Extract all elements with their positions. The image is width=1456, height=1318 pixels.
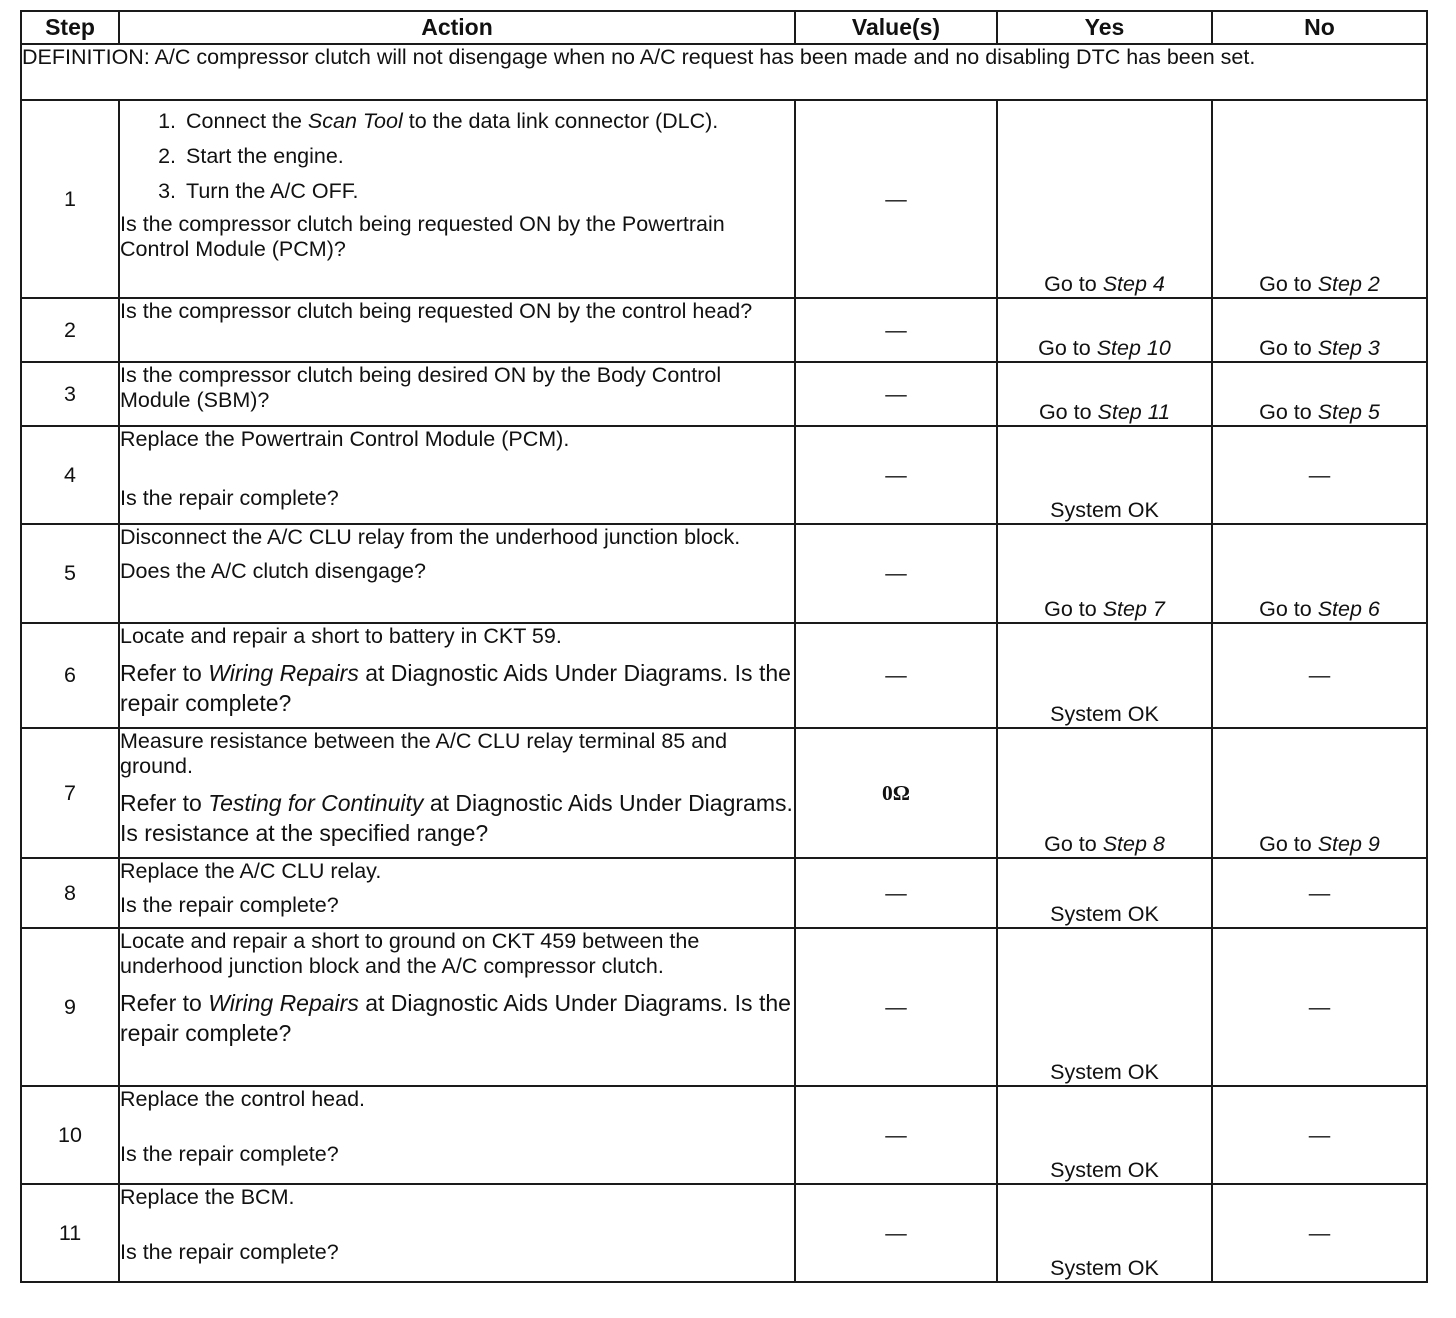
action-cell	[119, 728, 795, 858]
header-row	[21, 11, 1427, 44]
no-cell	[1212, 298, 1427, 362]
action-text: Replace the A/C CLU relay.	[120, 859, 382, 883]
action-question: Is the repair complete?	[120, 1142, 339, 1166]
ref-suffix: at Diagnostic Aids Under Diagrams. Is the repair complete?	[120, 660, 791, 716]
step-number: 7	[21, 728, 119, 858]
step-number: 5	[21, 524, 119, 623]
action-text: Replace the control head.	[120, 1087, 366, 1111]
yes-cell	[997, 362, 1212, 426]
value-cell: —	[795, 1086, 997, 1184]
no-text: Go to	[1259, 597, 1318, 621]
list-item	[120, 179, 794, 204]
diagnostic-table	[20, 10, 1428, 1283]
yes-cell	[997, 524, 1212, 623]
definition-text: DEFINITION: A/C compressor clutch will not disengage when no A/C request has been made and no disabling DTC has been set.	[21, 44, 1427, 100]
action-text: Measure resistance between the A/C CLU relay terminal 85 and ground.	[120, 729, 728, 778]
no-cell	[1212, 524, 1427, 623]
tool-name: Scan Tool	[307, 109, 403, 133]
spacer	[120, 452, 794, 486]
table-row	[21, 426, 1427, 524]
yes-cell: System OK	[997, 1086, 1212, 1184]
value-cell: —	[795, 100, 997, 298]
ref-prefix: Refer to	[120, 990, 209, 1016]
reference-link[interactable]: Wiring Repairs	[208, 990, 359, 1016]
reference-link[interactable]: Wiring Repairs	[208, 660, 359, 686]
action-cell	[119, 928, 795, 1086]
value-cell: —	[795, 1184, 997, 1282]
action-question: Does the A/C clutch disengage?	[120, 559, 426, 583]
value-cell: —	[795, 524, 997, 623]
list-text: Turn the A/C OFF.	[186, 179, 359, 203]
step-number: 9	[21, 928, 119, 1086]
step-link[interactable]: Step 4	[1102, 272, 1165, 296]
reference-text	[120, 988, 794, 1048]
yes-text: Go to	[1038, 400, 1098, 424]
no-text: Go to	[1259, 336, 1318, 360]
list-number: 1.	[158, 109, 176, 133]
yes-text: Go to	[1044, 597, 1103, 621]
action-cell	[119, 1184, 795, 1282]
step-number: 10	[21, 1086, 119, 1184]
table-row	[21, 728, 1427, 858]
reference-link[interactable]: Testing for Continuity	[208, 790, 424, 816]
definition-row	[21, 44, 1427, 100]
table-row	[21, 100, 1427, 298]
action-list	[120, 109, 794, 204]
action-cell: Is the compressor clutch being requested ON by the control head?	[119, 298, 795, 362]
step-number: 1	[21, 100, 119, 298]
reference-text	[120, 658, 794, 718]
list-text: Connect the	[186, 109, 308, 133]
ref-suffix: at Diagnostic Aids Under Diagrams. Is resistance at the specified range?	[120, 790, 793, 846]
ref-suffix: at Diagnostic Aids Under Diagrams. Is the repair complete?	[120, 990, 791, 1046]
list-text: to the data link connector (DLC).	[402, 109, 719, 133]
value-cell: —	[795, 928, 997, 1086]
header-values: Value(s)	[795, 11, 997, 44]
step-link[interactable]: Step 6	[1317, 597, 1380, 621]
list-item	[120, 109, 794, 134]
yes-cell: System OK	[997, 426, 1212, 524]
value-cell: —	[795, 362, 997, 426]
step-number: 11	[21, 1184, 119, 1282]
step-link[interactable]: Step 9	[1317, 832, 1380, 856]
step-number: 6	[21, 623, 119, 728]
step-link[interactable]: Step 11	[1097, 400, 1171, 424]
step-number: 8	[21, 858, 119, 928]
step-link[interactable]: Step 10	[1096, 336, 1171, 360]
action-question: Is the repair complete?	[120, 893, 339, 917]
action-cell	[119, 100, 795, 298]
yes-text: Go to	[1044, 832, 1103, 856]
action-text: Locate and repair a short to ground on CKT 459 between the underhood junction block and the A/C compressor clutch.	[120, 929, 700, 978]
no-cell: —	[1212, 623, 1427, 728]
header-no: No	[1212, 11, 1427, 44]
ref-prefix: Refer to	[120, 660, 209, 686]
yes-cell	[997, 100, 1212, 298]
action-cell	[119, 426, 795, 524]
table-row	[21, 623, 1427, 728]
no-cell: —	[1212, 928, 1427, 1086]
header-action: Action	[119, 11, 795, 44]
no-cell	[1212, 362, 1427, 426]
table-row	[21, 858, 1427, 928]
no-text: Go to	[1259, 832, 1318, 856]
no-cell	[1212, 100, 1427, 298]
no-cell	[1212, 728, 1427, 858]
list-item	[120, 144, 794, 169]
action-text: Replace the BCM.	[120, 1185, 295, 1209]
table-row	[21, 362, 1427, 426]
header-step: Step	[21, 11, 119, 44]
no-text: Go to	[1259, 272, 1318, 296]
no-cell: —	[1212, 1184, 1427, 1282]
step-number: 4	[21, 426, 119, 524]
table-row	[21, 524, 1427, 623]
action-cell	[119, 858, 795, 928]
step-link[interactable]: Step 7	[1102, 597, 1165, 621]
table-row	[21, 928, 1427, 1086]
action-question: Is the repair complete?	[120, 486, 339, 510]
yes-cell	[997, 728, 1212, 858]
step-number: 3	[21, 362, 119, 426]
yes-cell: System OK	[997, 623, 1212, 728]
list-number: 2.	[158, 144, 176, 168]
value-cell: —	[795, 623, 997, 728]
yes-cell: System OK	[997, 1184, 1212, 1282]
spacer	[120, 1112, 794, 1142]
table-row	[21, 1184, 1427, 1282]
action-cell	[119, 1086, 795, 1184]
step-link[interactable]: Step 5	[1317, 400, 1380, 424]
value-cell: —	[795, 298, 997, 362]
no-cell: —	[1212, 426, 1427, 524]
value-cell: —	[795, 426, 997, 524]
list-text: Start the engine.	[186, 144, 344, 168]
no-cell: —	[1212, 1086, 1427, 1184]
step-link[interactable]: Step 2	[1317, 272, 1380, 296]
action-cell: Is the compressor clutch being desired ON by the Body Control Module (SBM)?	[119, 362, 795, 426]
value-cell: 0Ω	[795, 728, 997, 858]
yes-text: Go to	[1044, 272, 1103, 296]
yes-cell	[997, 298, 1212, 362]
action-text: Disconnect the A/C CLU relay from the underhood junction block.	[120, 525, 741, 549]
spacer	[120, 1210, 794, 1240]
yes-text: Go to	[1038, 336, 1097, 360]
action-cell	[119, 623, 795, 728]
action-text: Locate and repair a short to battery in CKT 59.	[120, 624, 562, 648]
yes-cell: System OK	[997, 928, 1212, 1086]
ref-prefix: Refer to	[120, 790, 209, 816]
header-yes: Yes	[997, 11, 1212, 44]
action-text: Replace the Powertrain Control Module (PCM).	[120, 427, 570, 451]
action-question: Is the repair complete?	[120, 1240, 339, 1264]
no-text: Go to	[1259, 400, 1318, 424]
reference-text	[120, 788, 794, 848]
list-number: 3.	[158, 179, 176, 203]
step-link[interactable]: Step 3	[1317, 336, 1380, 360]
value-cell: —	[795, 858, 997, 928]
step-link[interactable]: Step 8	[1102, 832, 1165, 856]
table-row	[21, 1086, 1427, 1184]
step-number: 2	[21, 298, 119, 362]
action-cell	[119, 524, 795, 623]
action-question: Is the compressor clutch being requested ON by the Powertrain Control Module (PCM)?	[120, 212, 725, 261]
no-cell: —	[1212, 858, 1427, 928]
table-row	[21, 298, 1427, 362]
yes-cell: System OK	[997, 858, 1212, 928]
